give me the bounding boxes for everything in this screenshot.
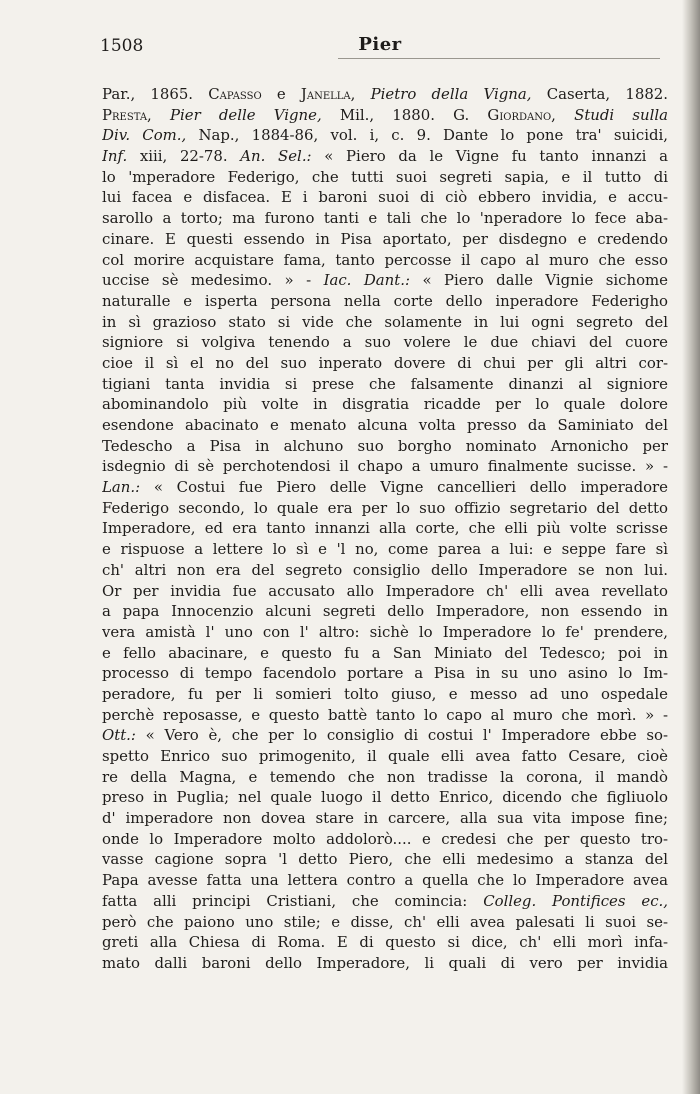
text-segment: in sì grazioso stato si vide che solamente in lui ogni segreto del (102, 312, 668, 331)
text-segment: e fello abacinare, e questo fu a San Miniato del Tedesco; poi in (102, 643, 668, 662)
text-segment: e rispuose a lettere lo sì e 'l no, come parea a lui: e seppe fare sì (102, 540, 668, 559)
text-segment: « Vero è, che per lo consiglio di costui l' Imperadore ebbe so- (135, 726, 668, 745)
text-line (102, 291, 668, 312)
text-line (102, 125, 668, 146)
running-head: Pier (358, 34, 402, 55)
small-caps-text: Presta, (102, 105, 152, 124)
text-segment: greti alla Chiesa di Roma. E di questo si dice, ch' elli morì infa- (102, 933, 668, 952)
text-line (102, 622, 668, 643)
text-segment: ch' altri non era del segreto consiglio dello Imperadore se non lui. (102, 560, 668, 579)
text-segment: a papa Innocenzio alcuni segreti dello Imperadore, non essendo in (102, 602, 668, 621)
text-line (102, 105, 668, 126)
text-line (102, 539, 668, 560)
text-line (102, 312, 668, 333)
text-line (102, 229, 668, 250)
small-caps-text: Janella, (300, 85, 356, 103)
text-line (102, 953, 668, 974)
text-line (102, 705, 668, 726)
text-line (102, 663, 668, 684)
text-line (102, 560, 668, 581)
text-line (102, 146, 668, 167)
text-segment: lui facea e disfacea. E i baroni suoi di ciò ebbero invidia, e accu- (102, 188, 668, 207)
text-line (102, 187, 668, 208)
italic-text: An. Sel.: (240, 147, 312, 166)
italic-text: Colleg. Pontifices ec., (483, 891, 668, 910)
page-number: 1508 (100, 36, 144, 56)
text-segment: cinare. E questi essendo in Pisa aportato, per disdegno e credendo (102, 229, 668, 248)
text-segment: Tedescho a Pisa in alchuno suo borgho nominato Arnonicho per (102, 436, 668, 455)
text-segment: « Piero da le Vigne fu tanto innanzi a (311, 147, 668, 166)
italic-text: Div. Com., (102, 126, 187, 145)
text-segment: Or per invidia fue accusato allo Imperadore ch' elli avea revellato (102, 581, 668, 600)
text-line (102, 601, 668, 622)
text-segment: processo di tempo facendolo portare a Pisa in su uno asino lo Im- (102, 664, 668, 683)
text-line (102, 477, 668, 498)
text-line (102, 829, 668, 850)
text-segment: abominandolo più volte in disgratia ricadde per lo quale dolore (102, 395, 668, 414)
text-line (102, 167, 668, 188)
text-segment: perchè reposasse, e questo battè tanto lo capo al muro che morì. » - (102, 705, 668, 724)
text-line (102, 498, 668, 519)
italic-text: Studi sulla (574, 105, 668, 124)
text-segment: Nap., 1884-86, vol. i, c. 9. Dante lo pone tra' suicidi, (186, 126, 668, 145)
text-segment: Papa avesse fatta una lettera contro a quella che lo Imperadore avea (102, 871, 668, 890)
text-segment: « Costui fue Piero delle Vigne cancellieri dello imperadore (140, 478, 668, 497)
text-line (102, 456, 668, 477)
body-text (102, 84, 668, 974)
text-line (102, 374, 668, 395)
italic-text: Pier delle Vigne, (169, 105, 322, 124)
italic-text: Pietro della Vigna, (370, 85, 532, 103)
text-segment: col morire acquistare fama, tanto percosse il capo al muro che esso (102, 250, 668, 269)
text-line (102, 394, 668, 415)
italic-text: Iac. Dant.: (323, 271, 411, 290)
text-line (102, 725, 668, 746)
text-line (102, 436, 668, 457)
text-line (102, 870, 668, 891)
text-line (102, 353, 668, 374)
text-segment: Par., 1865. (102, 85, 209, 103)
text-line (102, 332, 668, 353)
text-segment: onde lo Imperadore molto addolorò.... e credesi che per questo tro- (102, 829, 668, 848)
small-caps-text: Giordano, (487, 105, 556, 124)
text-segment: « Piero dalle Vignie sichome (410, 271, 668, 290)
header-rule (338, 58, 660, 59)
text-segment: Mil., 1880. G. (321, 105, 488, 124)
text-segment: Imperadore, ed era tanto innanzi alla corte, che elli più volte scrisse (102, 519, 668, 538)
text-segment: Federigo secondo, lo quale era per lo suo offizio segretario del detto (102, 498, 668, 517)
text-line (102, 518, 668, 539)
text-segment: vasse cagione sopra 'l detto Piero, che elli medesimo a stanza del (102, 850, 668, 869)
text-line (102, 787, 668, 808)
text-segment (556, 106, 574, 124)
text-segment: uccise sè medesimo. » - (102, 271, 324, 290)
text-segment: cioe il sì el no del suo inperato dovere di chui per gli altri cor- (102, 353, 668, 372)
text-segment: re della Magna, e temendo che non tradisse la corona, il mandò (102, 767, 668, 786)
text-segment (152, 106, 170, 124)
italic-text: Lan.: (102, 478, 141, 497)
text-segment: mato dalli baroni dello Imperadore, li quali di vero per invidia (102, 953, 668, 972)
text-line (102, 643, 668, 664)
text-segment: sarollo a torto; ma furono tanti e tali che lo 'nperadore lo fece aba- (102, 209, 668, 228)
text-segment: esendone abacinato e menato alcuna volta presso da Saminiato del (102, 416, 668, 434)
text-segment: isdegnio di sè perchotendosi il chapo a umuro finalmente sucisse. » - (102, 457, 668, 476)
text-segment: d' imperadore non dovea stare in carcere, alla sua vita impose fine; (102, 809, 668, 828)
text-line (102, 684, 668, 705)
text-segment: preso in Puglia; nel quale luogo il detto Enrico, dicendo che figliuolo (102, 788, 668, 807)
text-line (102, 415, 668, 436)
text-line (102, 891, 668, 912)
text-segment: naturalle e isperta persona nella corte dello inperadore Federigho (102, 291, 668, 310)
text-segment: e (261, 85, 301, 103)
text-line (102, 270, 668, 291)
text-line (102, 912, 668, 933)
text-line (102, 746, 668, 767)
text-segment: Caserta, 1882. (531, 85, 668, 103)
small-caps-text: Capasso (208, 85, 262, 103)
text-segment: xiii, 22-78. (127, 147, 241, 166)
text-line (102, 767, 668, 788)
text-segment: signiore si volgiva tenendo a suo volere le due chiavi del cuore (102, 333, 668, 352)
text-segment: lo 'mperadore Federigo, che tutti suoi segreti sapia, e il tutto di (102, 167, 668, 186)
text-segment: vera amistà l' uno con l' altro: sichè lo Imperadore lo fe' prendere, (102, 622, 668, 641)
page-edge-shadow (682, 0, 700, 1094)
text-segment: tigiani tanta invidia si prese che falsamente dinanzi al signiore (102, 374, 668, 393)
text-segment (355, 85, 370, 103)
text-line (102, 84, 668, 105)
italic-text: Inf. (102, 147, 128, 166)
text-line (102, 250, 668, 271)
text-line (102, 932, 668, 953)
text-segment: fatta alli principi Cristiani, che comincia: (102, 891, 484, 910)
italic-text: Ott.: (102, 726, 136, 745)
text-line (102, 849, 668, 870)
text-segment: peradore, fu per li somieri tolto giuso, e messo ad uno ospedale (102, 684, 668, 703)
text-line (102, 581, 668, 602)
text-line (102, 808, 668, 829)
page-header (100, 34, 660, 64)
text-segment: però che paiono uno stile; e disse, ch' elli avea palesati li suoi se- (102, 912, 668, 931)
text-line (102, 208, 668, 229)
text-segment: spetto Enrico suo primogenito, il quale elli avea fatto Cesare, cioè (102, 747, 668, 765)
